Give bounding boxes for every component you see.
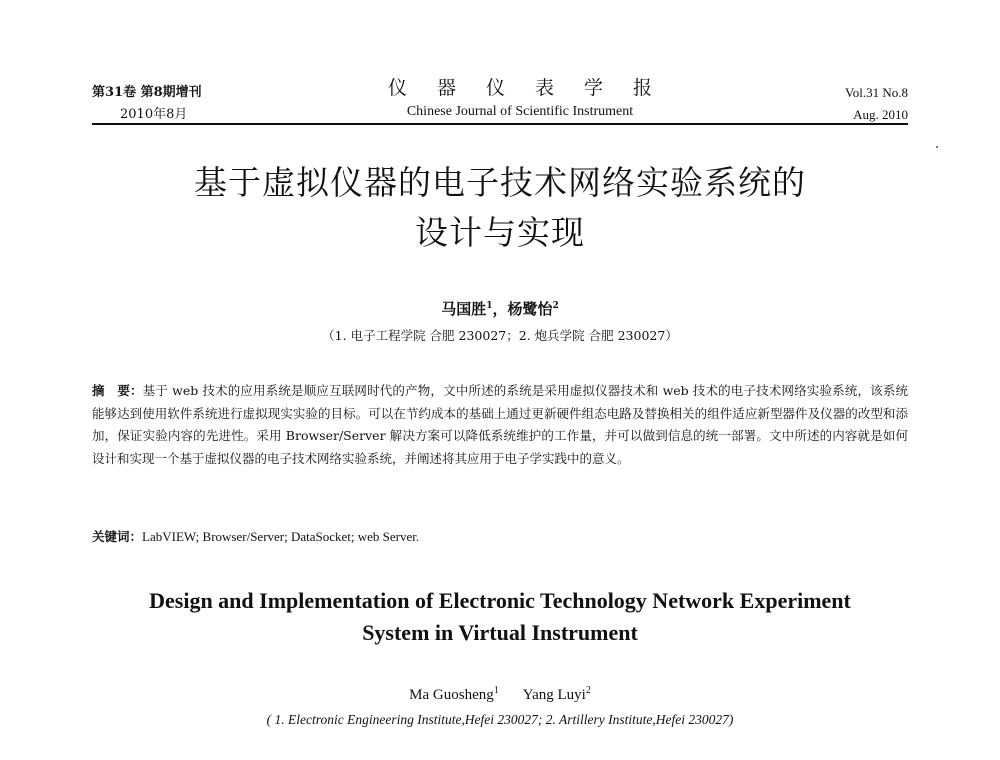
paper-title-cn-line1: 基于虚拟仪器的电子技术网络实验系统的 <box>194 163 806 202</box>
paper-title-cn <box>0 158 1000 258</box>
journal-name-cn: 仪器仪表学报 <box>387 77 682 99</box>
author-cn-1-sup: 1 <box>486 301 493 311</box>
author-en-1: Ma Guosheng <box>409 687 494 703</box>
keywords-cn-label: 关键词： <box>92 529 143 544</box>
header-left <box>92 82 202 126</box>
header-center <box>300 74 740 122</box>
volume-issue-cn: 第31卷 第8期增刊 <box>92 85 202 100</box>
abstract-cn-text: 基于 web 技术的应用系统是顺应互联网时代的产物，文中所述的系统是采用虚拟仪器技术和 web 技术的电子技术网络实验系统，该系统能够达到使用软件系统进行虚拟现实实验的目标。可以在节约成本的基础上通过更新硬件组态电路及替换相关的组件适应新型器件及仪器的改型和添加，保证实验内容的先进性。采用 Browser/Server 解决方案可以降低系统维护的工作量，并可以做到信息的统一部署。文中所述的内容就是如何设计和实现一个基于虚拟仪器的电子技术网络实验系统，并阐述将其应用于电子学实践中的意义。 <box>92 383 908 466</box>
keywords-cn-text: LabVIEW; Browser/Server; DataSocket; web Server. <box>142 529 420 544</box>
paper-title-cn-line2: 设计与实现 <box>415 213 585 252</box>
abstract-cn-label: 摘 要： <box>92 383 143 398</box>
abstract-cn <box>92 380 908 470</box>
volume-issue-en: Vol.31 No.8 <box>845 85 908 100</box>
header-right <box>845 82 908 126</box>
author-cn-separator: ， <box>492 300 508 318</box>
paper-title-en-line2: System in Virtual Instrument <box>362 620 638 645</box>
journal-name-en: Chinese Journal of Scientific Instrument <box>406 104 634 119</box>
authors-cn <box>0 298 1000 319</box>
affiliations-cn: （1. 电子工程学院 合肥 230027；2. 炮兵学院 合肥 230027） <box>322 328 678 343</box>
keywords-cn <box>92 527 419 547</box>
header-rule <box>92 123 908 125</box>
author-cn-2-sup: 2 <box>552 301 559 311</box>
paper-title-en-line1: Design and Implementation of Electronic Technology Network Experiment <box>149 588 851 613</box>
affiliations-en: ( 1. Electronic Engineering Institute,Hefei 230027; 2. Artillery Institute,Hefei 230027) <box>266 712 734 727</box>
authors-en <box>0 685 1000 704</box>
author-cn-1: 马国胜 <box>441 300 487 318</box>
scan-speck <box>936 146 938 148</box>
author-en-2: Yang Luyi <box>522 687 586 703</box>
date-cn: 2010年8月 <box>120 107 188 122</box>
author-en-2-sup: 2 <box>585 685 591 696</box>
author-en-1-sup: 1 <box>493 685 499 696</box>
paper-title-en <box>0 585 1000 649</box>
date-en: Aug. 2010 <box>853 107 908 122</box>
author-cn-2: 杨鹭怡 <box>507 300 553 318</box>
